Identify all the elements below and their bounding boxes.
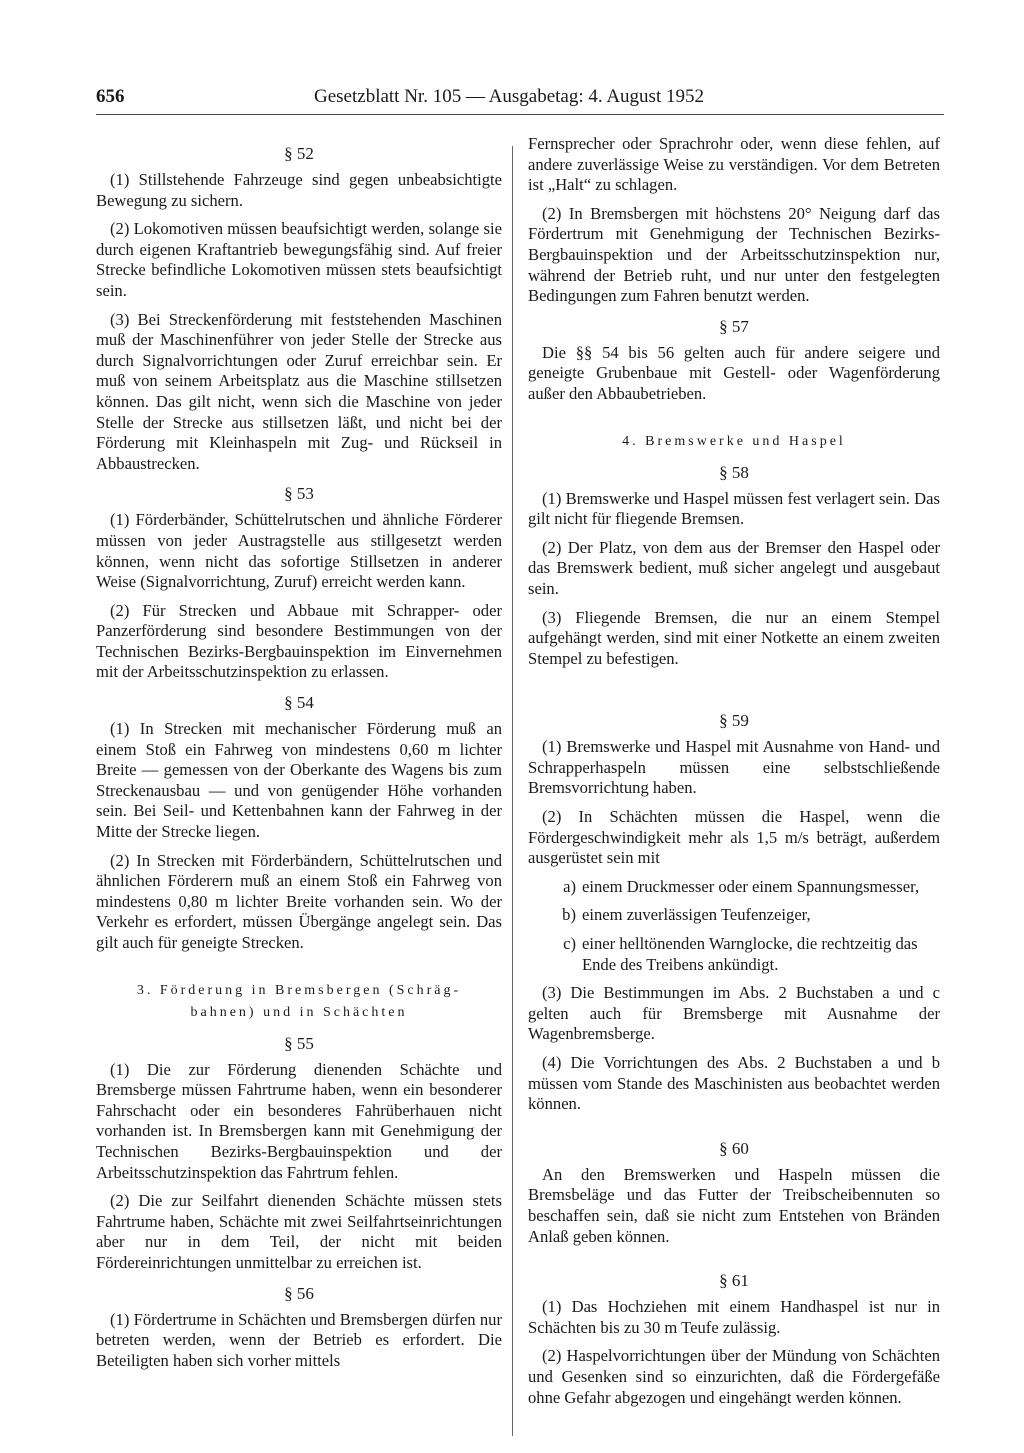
paragraph: (2) Haspelvorrichtungen über der Mündung von Schächten und Gesenken sind so einzurichten, daß die Fördergefäße ohne Gefahr abgezogen und eingehängt werden können. [528,1346,940,1407]
paragraph: (1) Fördertrume in Schächten und Bremsbergen dürfen nur betreten werden, wenn der Betrieb es erfordert. Die Beteiligten haben sich vorher mittels [96,1309,502,1370]
list-item-text: einem zuverlässigen Teufenzeiger, [582,905,811,925]
paragraph: (2) Lokomotiven müssen beaufsichtigt werden, solange sie durch eigenen Kraftantrieb bewegungsfähig sind. Auf freier Strecke befindliche Lokomotiven müssen stets beaufsichtigt sein. [96,219,502,300]
paragraph: (3) Bei Streckenförderung mit feststehenden Maschinen muß der Maschinenführer von jeder Stelle der Strecke aus durch Signalvorrichtungen oder Zuruf erreichbar sein. Er muß von seinem Arbeitsplatz aus die Maschine stillsetzen können. Das gilt nicht, wenn sich die Maschine von jeder Stelle der Strecke aus stillsetzen läßt, und nicht bei der Förderung mit Kleinhaspeln mit Zug- und Rückseil in Abbaustrecken. [96,309,502,473]
list-item-marker: a) [563,876,576,896]
list-item-text: einem Druckmesser oder einem Spannungsmesser, [582,876,920,896]
paragraph-continued: Fernsprecher oder Sprachrohr oder, wenn diese fehlen, auf andere zuverlässige Weise zu verständigen. Vor dem Betreten ist „Halt“ zu schlagen. [528,134,940,195]
paragraph: (1) Bremswerke und Haspel müssen fest verlagert sein. Das gilt nicht für fliegende Bremsen. [528,488,940,529]
paragraph: (3) Die Bestimmungen im Abs. 2 Buchstaben a und c gelten auch für Bremsberge mit Ausnahme der Wagenbremsberge. [528,983,940,1044]
section-heading: § 56 [284,1283,314,1303]
running-header: Gesetzblatt Nr. 105 — Ausgabetag: 4. August 1952 [314,86,704,107]
paragraph: (2) Für Strecken und Abbaue mit Schrapper- oder Panzerförderung sind besondere Bestimmungen von der Technischen Bezirks-Bergbauinspektion im Einvernehmen mit der Arbeitsschutzinspektion zu erlassen. [96,600,502,682]
chapter-heading: 4. Bremswerke und Haspel [622,433,846,449]
list-item [528,905,940,926]
paragraph: (2) Der Platz, von dem aus der Bremser den Haspel oder das Bremswerk bedient, muß sicher angelegt und ausgebaut sein. [528,537,940,598]
paragraph: An den Bremswerken und Haspeln müssen die Bremsbeläge und das Futter der Treibscheibennuten so beschaffen sein, daß sie nicht zum Entstehen von Bränden Anlaß geben können. [528,1164,940,1246]
paragraph: (2) Die zur Seilfahrt dienenden Schächte müssen stets Fahrtrume haben, Schächte mit zwei Seilfahrtseinrichtungen aber nur in dem Teil, der nicht mit beiden Fördereinrichtungen unmittelbar zu erreichen ist. [96,1191,502,1272]
section-heading: § 55 [284,1033,314,1053]
list-item-marker: b) [562,905,576,925]
chapter-heading-line: 3. Förderung in Bremsbergen (Schräg- [136,982,462,998]
paragraph: (2) In Schächten müssen die Haspel, wenn die Fördergeschwindigkeit mehr als 1,5 m/s beträgt, außerdem ausgerüstet sein mit [528,807,940,868]
paragraph: (2) In Strecken mit Förderbändern, Schüttelrutschen und ähnlichen Förderern muß an einem Stoß ein Fahrweg von mindestens 0,80 m lichter Breite vorhanden sein. Wo der Verkehr es erfordert, müssen Übergänge angelegt sein. Das gilt auch für geneigte Strecken. [96,850,502,952]
header-rule [96,114,944,115]
left-column [96,134,502,1379]
paragraph: (4) Die Vorrichtungen des Abs. 2 Buchstaben a und b müssen vom Stande des Maschinisten aus beobachtet werden können. [528,1053,940,1114]
section-heading: § 58 [719,462,749,482]
paragraph: (1) Bremswerke und Haspel mit Ausnahme von Hand- und Schrapperhaspeln müssen eine selbstschließende Bremsvorrichtung haben. [528,737,940,798]
list-item-marker: c) [563,934,576,954]
paragraph: (1) Förderbänder, Schüttelrutschen und ähnliche Förderer müssen von jeder Austragstelle aus stillgesetzt werden können, wenn nicht das sofortige Stillsetzen in anderer Weise (Signalvorrichtung, Zuruf) erreicht werden kann. [96,510,502,592]
paragraph: (1) Die zur Förderung dienenden Schächte und Bremsberge müssen Fahrtrume haben, wenn ein besonderer Fahrschacht oder ein besonderes Fahrüberhauen nicht vorhanden ist. In Bremsbergen kann mit Genehmigung der Technischen Bezirks-Bergbauinspektion und der Arbeitsschutzinspektion das Fahrtrum fehlen. [96,1059,502,1182]
paragraph: (1) In Strecken mit mechanischer Förderung muß an einem Stoß ein Fahrweg von mindestens 0,60 m lichter Breite — gemessen von der Oberkante des Wagens bis zum Streckenausbau — und von genügender Höhe vorhanden sein. Bei Seil- und Kettenbahnen kann der Fahrweg in der Mitte der Strecke liegen. [96,719,502,842]
list-item-text: einer helltönenden Warnglocke, die rechtzeitig das Ende des Treibens ankündigt. [582,934,918,974]
list-item [528,934,940,975]
paragraph: (1) Das Hochziehen mit einem Handhaspel ist nur in Schächten bis zu 30 m Teufe zulässig. [528,1297,940,1337]
paragraph: Die §§ 54 bis 56 gelten auch für andere seigere und geneigte Grubenbaue mit Gestell- oder Wagenförderung außer den Abbaubetrieben. [528,342,940,403]
enumerated-list [528,877,940,975]
page-number: 656 [96,86,125,107]
section-heading: § 57 [719,316,749,336]
list-item [528,877,940,898]
section-heading: § 61 [719,1271,749,1291]
paragraph: (2) In Bremsbergen mit höchstens 20° Neigung darf das Fördertrum mit Genehmigung der Technischen Bezirks-Bergbauinspektion und der Arbeitsschutzinspektion nur, während der Betrieb ruht, und nur unter den festgelegten Bedingungen zum Fahren benutzt werden. [528,203,940,306]
section-heading: § 60 [719,1138,749,1158]
paragraph: (1) Stillstehende Fahrzeuge sind gegen unbeabsichtigte Bewegung zu sichern. [96,170,502,210]
section-heading: § 52 [284,144,314,163]
chapter-heading-line: bahnen) und in Schächten [190,1004,408,1020]
column-divider [512,146,513,1436]
section-heading: § 53 [284,484,314,504]
paragraph: (3) Fliegende Bremsen, die nur an einem Stempel aufgehängt werden, sind mit einer Notkette an einem zweiten Stempel zu befestigen. [528,607,940,668]
chapter-heading [96,980,502,1024]
section-heading: § 54 [284,693,314,713]
right-column [528,134,940,1416]
section-heading: § 59 [719,711,749,731]
